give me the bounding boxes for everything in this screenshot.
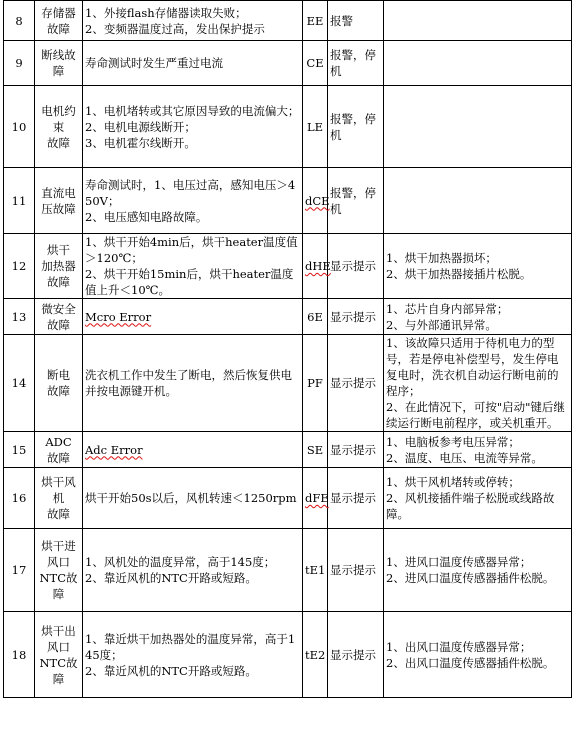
cell-text-line: 1、出风口温度传感器异常； xyxy=(386,639,532,654)
fault-action xyxy=(328,468,384,529)
fault-condition xyxy=(83,335,303,432)
fault-cause xyxy=(384,86,572,168)
cell-text-line: 电机约 xyxy=(41,103,76,118)
cell-text-line: 1、外接flash存储器读取失败； xyxy=(85,5,247,20)
fault-cause xyxy=(384,529,572,612)
fault-condition xyxy=(83,432,303,468)
fault-code xyxy=(303,468,328,529)
fault-cause xyxy=(384,41,572,86)
cell-text-line: ADC xyxy=(45,434,72,449)
fault-code xyxy=(303,86,328,168)
fault-code xyxy=(303,299,328,335)
fault-action xyxy=(328,529,384,612)
cell-text-line: 显示提示 xyxy=(330,563,376,577)
cell-text-line: 故障 xyxy=(47,384,70,398)
cell-text-line: 断电 xyxy=(47,368,70,382)
table-row xyxy=(4,299,572,335)
fault-name xyxy=(35,335,83,432)
fault-condition xyxy=(83,41,303,86)
table-row xyxy=(4,529,572,612)
cell-text-line: Mcro Error xyxy=(85,309,152,324)
fault-code-text: CE xyxy=(306,56,324,70)
row-number: 8 xyxy=(4,1,35,41)
fault-code xyxy=(303,432,328,468)
table-row xyxy=(4,432,572,468)
table-row xyxy=(4,335,572,432)
cell-text-line: 1、烘干加热器损坏； xyxy=(386,251,497,265)
fault-code-text: LE xyxy=(306,119,324,134)
fault-condition xyxy=(83,1,303,41)
fault-action xyxy=(328,432,384,468)
row-number: 14 xyxy=(4,335,35,432)
fault-code xyxy=(303,234,331,299)
cell-text-line: 寿命测试时，1、电压过高，感知电压＞450V； xyxy=(85,177,296,208)
table-row xyxy=(4,1,572,41)
fault-code xyxy=(303,41,328,86)
cell-text-line: 1、电脑板参考电压异常； xyxy=(386,434,520,449)
cell-text-line: 1、该故障只适用于待机电力的型号，若是停电补偿型号，发生停电复电时，洗衣机自动运行断电前的程序； xyxy=(386,336,559,398)
cell-text-line: 微安全 xyxy=(41,301,76,316)
fault-action xyxy=(328,612,384,698)
cell-text-line: 寿命测试时发生严重过电流 xyxy=(85,56,223,70)
fault-code xyxy=(303,612,328,698)
fault-condition xyxy=(83,529,303,612)
fault-cause xyxy=(384,335,572,432)
cell-text-line: 显示提示 xyxy=(330,309,376,324)
fault-code-text: tE2 xyxy=(305,647,326,662)
fault-condition xyxy=(83,612,303,698)
cell-text-line: 报警，停 xyxy=(330,48,376,62)
cell-text-line: 2、进风口温度传感器插件松脱。 xyxy=(386,571,555,585)
fault-name xyxy=(35,1,83,41)
row-number: 15 xyxy=(4,432,35,468)
cell-text-line: 显示提示 xyxy=(330,647,376,662)
fault-code-text: EE xyxy=(306,13,324,28)
cell-text-line: 2、变频器温度过高，发出保护提示 xyxy=(85,21,265,36)
fault-name xyxy=(35,234,83,299)
fault-name xyxy=(35,468,83,529)
cell-text-line: 1、进风口温度传感器异常； xyxy=(386,555,532,569)
row-number: 17 xyxy=(4,529,35,612)
fault-code xyxy=(303,168,328,234)
fault-code-text: SE xyxy=(306,442,324,457)
cell-text-line: 烘干 xyxy=(47,243,70,257)
fault-cause xyxy=(384,299,572,335)
table-row xyxy=(4,468,572,529)
fault-cause xyxy=(384,432,572,468)
cell-text-line: 1、电机堵转或其它原因导致的电流偏大； xyxy=(85,103,300,118)
cell-text-line: 显示提示 xyxy=(330,259,376,273)
cell-text-line: 烘干开始50s以后，风机转速＜1250rpm xyxy=(85,491,297,505)
fault-code-text: dCE xyxy=(305,193,330,208)
cell-text-line: 障 xyxy=(52,64,65,78)
cell-text-line: 2、电压感知电路故障。 xyxy=(85,209,208,224)
table-row xyxy=(4,168,572,234)
row-number: 10 xyxy=(4,86,35,168)
cell-text-line: NTC故 xyxy=(39,655,78,670)
fault-action xyxy=(328,299,384,335)
cell-text-line: 故障 xyxy=(47,135,70,150)
fault-action xyxy=(328,86,384,168)
cell-text-line: 洗衣机工作中发生了断电，然后恢复供电并按电源键开机。 xyxy=(85,368,292,398)
cell-text-line: 显示提示 xyxy=(330,376,376,390)
fault-cause xyxy=(384,612,572,698)
fault-name xyxy=(35,529,83,612)
cell-text-line: NTC故 xyxy=(39,571,78,585)
fault-cause xyxy=(384,234,572,299)
fault-code-text: PF xyxy=(307,376,323,390)
row-number: 12 xyxy=(4,234,35,299)
cell-text-line: 加热器 xyxy=(41,259,76,273)
fault-code xyxy=(303,529,328,612)
cell-text-line: 显示提示 xyxy=(330,491,376,505)
fault-action xyxy=(328,335,384,432)
fault-table-body xyxy=(4,1,572,698)
fault-name xyxy=(35,612,83,698)
cell-text-line: 报警，停 xyxy=(330,185,376,200)
table-row xyxy=(4,234,572,299)
cell-text-line: 机 xyxy=(330,201,342,216)
cell-text-line: 障 xyxy=(52,587,65,601)
fault-condition xyxy=(83,468,303,529)
row-number: 13 xyxy=(4,299,35,335)
cell-text-line: 2、风机接插件端子松脱或线路故障。 xyxy=(386,491,555,521)
cell-text-line: 故障 xyxy=(47,507,70,521)
row-number: 9 xyxy=(4,41,35,86)
fault-code xyxy=(303,335,328,432)
fault-name xyxy=(35,41,83,86)
fault-name xyxy=(35,299,83,335)
cell-text-line: Adc Error xyxy=(85,442,143,457)
cell-text-line: 故障 xyxy=(47,450,70,465)
cell-text-line: 3、电机霍尔线断开。 xyxy=(85,135,196,150)
fault-cause xyxy=(384,468,572,529)
cell-text-line: 2、靠近风机的NTC开路或短路。 xyxy=(85,571,257,585)
cell-text-line: 1、芯片自身内部异常； xyxy=(386,301,509,316)
cell-text-line: 机 xyxy=(330,127,342,142)
fault-code-table xyxy=(3,0,572,698)
cell-text-line: 1、靠近烘干加热器处的温度异常，高于145度； xyxy=(85,631,296,662)
cell-text-line: 断线故 xyxy=(41,48,76,62)
fault-code-text: 6E xyxy=(307,309,323,324)
table-row xyxy=(4,41,572,86)
cell-text-line: 故障 xyxy=(47,21,70,36)
cell-text-line: 2、电机电源线断开； xyxy=(85,119,196,134)
cell-text-line: 2、靠近风机的NTC开路或短路。 xyxy=(85,663,257,678)
table-row xyxy=(4,86,572,168)
cell-text-line: 烘干风 xyxy=(41,475,76,489)
cell-text-line: 故障 xyxy=(47,317,70,332)
fault-action xyxy=(328,1,384,41)
cell-text-line: 直流电 xyxy=(41,185,76,200)
cell-text-line: 报警，停 xyxy=(330,111,376,126)
row-number: 18 xyxy=(4,612,35,698)
row-number: 16 xyxy=(4,468,35,529)
cell-text-line: 2、温度、电压、电流等异常。 xyxy=(386,450,543,465)
cell-text-line: 2、出风口温度传感器插件松脱。 xyxy=(386,655,555,670)
fault-cause xyxy=(384,1,572,41)
cell-text-line: 故障 xyxy=(47,275,70,289)
cell-text-line: 2、与外部通讯异常。 xyxy=(386,317,497,332)
cell-text-line: 机 xyxy=(52,491,65,505)
cell-text-line: 2、烘干加热器接插片松脱。 xyxy=(386,267,532,281)
cell-text-line: 机 xyxy=(330,64,342,78)
fault-code xyxy=(303,1,328,41)
fault-action xyxy=(328,41,384,86)
fault-code-text: tE1 xyxy=(305,563,326,577)
fault-condition xyxy=(83,86,303,168)
cell-text-line: 障 xyxy=(52,671,65,686)
fault-code-text: dHE xyxy=(305,259,331,273)
cell-text-line: 存储器 xyxy=(41,5,76,20)
fault-action xyxy=(328,234,384,299)
cell-text-line: 1、烘干开始4min后，烘干heater温度值＞120℃； xyxy=(85,235,298,265)
fault-action xyxy=(328,168,384,234)
fault-condition xyxy=(83,299,303,335)
cell-text-line: 报警 xyxy=(330,13,353,28)
table-row xyxy=(4,612,572,698)
fault-code-text: dFE xyxy=(305,491,329,505)
cell-text-line: 2、烘干开始15min后，烘干heater温度值上升＜10℃。 xyxy=(85,267,294,297)
cell-text-line: 1、烘干风机堵转或停转； xyxy=(386,475,520,489)
cell-text-line: 显示提示 xyxy=(330,442,376,457)
cell-text-line: 2、在此情况下，可按"启动"键后继续运行断电前程序，或关机重开。 xyxy=(386,400,565,430)
cell-text-line: 1、风机处的温度异常，高于145度； xyxy=(85,555,276,569)
cell-text-line: 风口 xyxy=(47,639,70,654)
cell-text-line: 风口 xyxy=(47,555,70,569)
fault-condition xyxy=(83,168,303,234)
fault-condition xyxy=(83,234,303,299)
row-number: 11 xyxy=(4,168,35,234)
fault-name xyxy=(35,432,83,468)
cell-text-line: 烘干出 xyxy=(41,623,76,638)
cell-text-line: 烘干进 xyxy=(41,539,76,553)
fault-name xyxy=(35,168,83,234)
fault-cause xyxy=(384,168,572,234)
fault-name xyxy=(35,86,83,168)
cell-text-line: 束 xyxy=(52,119,65,134)
cell-text-line: 压故障 xyxy=(41,201,76,216)
